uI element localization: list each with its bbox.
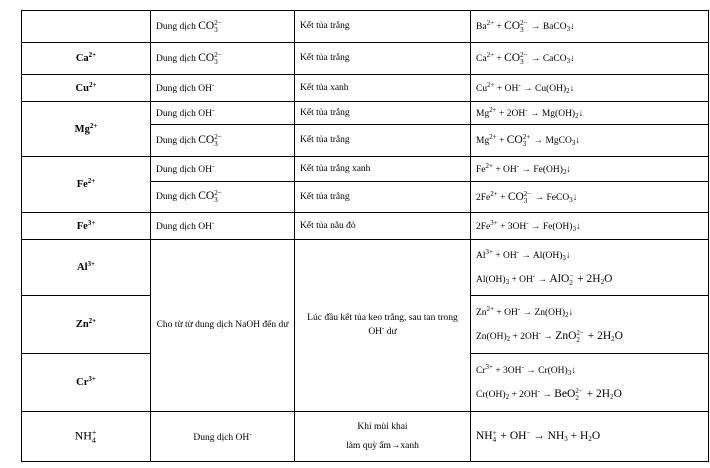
- reagent-cell: Dung dịch CO 2− 3: [151, 43, 295, 75]
- table-row: [22, 157, 709, 182]
- reagent-cell: Dung dịch OH-: [151, 157, 295, 182]
- phenomenon-cell: Kết tủa trắng: [295, 11, 471, 43]
- table-row: [22, 102, 709, 125]
- ion-cell: [22, 11, 151, 43]
- phenomenon-cell: Kết tủa trắng: [295, 43, 471, 75]
- equation-cell: $Cu^{2+} + OH^-$ → $Cu(OH)_2↓$: [471, 75, 709, 102]
- table-row: [22, 213, 709, 240]
- phenomenon-cell: Kết tủa trắng: [295, 102, 471, 125]
- reagent-cell: Dung dịch CO 2− 3: [151, 182, 295, 213]
- amphoteric-reagent-cell: Cho từ từ dung dịch NaOH đến dư: [151, 240, 295, 412]
- ion-cell-ca: $Ca^{2+}$: [22, 43, 151, 75]
- ion-cell-nh4: NH + 4: [22, 412, 151, 462]
- equation-cell: $Al^{3+} + OH^-$ → $Al(OH)_3↓$ $Al(OH)_3 + OH^-$ → AlO − 2 + 2H2O: [471, 240, 709, 296]
- reagent-cell: Dung dịch CO 2− 3: [151, 11, 295, 43]
- reagent-cell: Dung dịch OH-: [151, 102, 295, 125]
- equation-cell: $Mg^{2+} + 2OH^-$ → $Mg(OH)_2↓$: [471, 102, 709, 125]
- table-row: [22, 412, 709, 462]
- equation-cell: $Fe^{2+} + OH^-$ → $Fe(OH)_2↓$: [471, 157, 709, 182]
- reagent-cell: Dung dịch OH-: [151, 213, 295, 240]
- equation-cell: $2Fe^{3+} + 3OH^-$ → $Fe(OH)_3↓$: [471, 213, 709, 240]
- equation-cell: $Cr^{3+} + 3OH^-$ → $Cr(OH)_3↓$ $Cr(OH)_2 + 2OH^-$ → BeO 2− 2 + 2H2O: [471, 354, 709, 412]
- phenomenon-cell: Kết tủa xanh: [295, 75, 471, 102]
- table-row: [22, 43, 709, 75]
- table-row: [22, 240, 709, 296]
- amphoteric-phenomenon-cell: Lúc đầu kết tủa keo trắng, sau tan trong OH- dư: [295, 240, 471, 412]
- phenomenon-cell: Kết tủa trắng xanh: [295, 157, 471, 182]
- ion-cell-cu: $Cu^{2+}$: [22, 75, 151, 102]
- reagent-cell: Dung dịch OH-: [151, 75, 295, 102]
- equation-cell: $Mg^{2+}$ + CO 2+ 3 → MgCO$_3$↓: [471, 125, 709, 157]
- reagent-cell: Dung dịch OH-: [151, 412, 295, 462]
- ion-cell-al: $Al^{3+}$: [22, 240, 151, 296]
- cation-identification-table: [21, 10, 709, 462]
- ion-cell-fe3: $Fe^{3+}$: [22, 213, 151, 240]
- equation-cell: $2Fe^{2+}$ + CO 2− 3 → FeCO$_3$↓: [471, 182, 709, 213]
- ion-cell-zn: $Zn^{2+}$: [22, 296, 151, 354]
- phenomenon-cell: Kết tủa trắng: [295, 182, 471, 213]
- table-row: [22, 75, 709, 102]
- ammonium-phenomenon-cell: Khí mùi khai làm quỳ ẩm→xanh: [295, 412, 471, 462]
- ion-cell-cr: $Cr^{3+}$: [22, 354, 151, 412]
- ion-cell-fe2: $Fe^{2+}$: [22, 157, 151, 213]
- reagent-cell: Dung dịch CO 2− 3: [151, 125, 295, 157]
- equation-cell: $Zn^{2+} + OH^-$ → $Zn(OH)_2↓$ $Zn(OH)_2 + 2OH^-$ → ZnO 2− 2 + 2H2O: [471, 296, 709, 354]
- equation-cell: $Ca^{2+}$ + CO 2− 3 → CaCO$_3$↓: [471, 43, 709, 75]
- equation-cell: $Ba^{2+}$ + CO 2− 3 → BaCO$_3$↓: [471, 11, 709, 43]
- ion-cell-mg: $Mg^{2+}$: [22, 102, 151, 157]
- phenomenon-cell: Kết tủa nâu đỏ: [295, 213, 471, 240]
- equation-cell: NH + 4 + OH− → NH3 + H2O: [471, 412, 709, 462]
- table-row: [22, 11, 709, 43]
- phenomenon-cell: Kết tủa trắng: [295, 125, 471, 157]
